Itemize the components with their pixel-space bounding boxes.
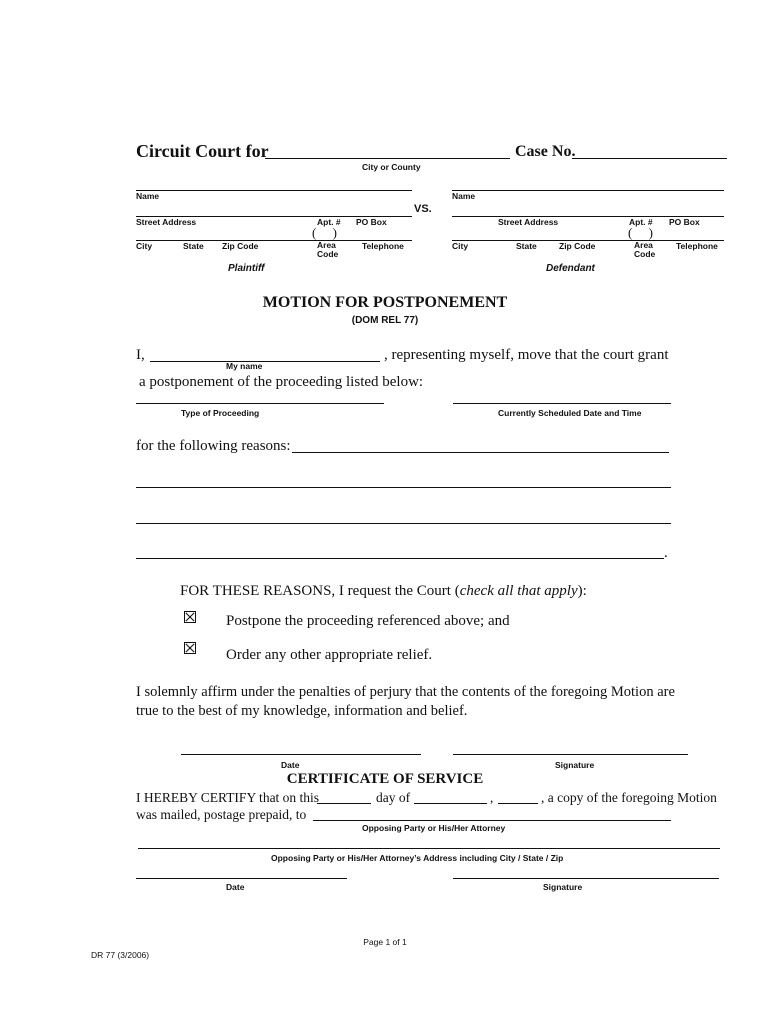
defendant-areacode-caption: Area Code — [634, 240, 656, 259]
certify-day-line[interactable] — [317, 803, 371, 804]
proceeding-type-caption: Type of Proceeding — [181, 408, 260, 418]
affirm-date-caption: Date — [281, 760, 300, 770]
opposing-party-caption: Opposing Party or His/Her Attorney — [362, 823, 506, 833]
city-county-caption: City or County — [362, 162, 421, 172]
motion-code: (DOM REL 77) — [351, 315, 419, 326]
request-intro-end: ): — [577, 583, 587, 599]
certify-signature-caption: Signature — [543, 882, 583, 892]
affirm-signature-line[interactable] — [453, 754, 688, 755]
defendant-street-caption: Street Address — [498, 217, 559, 227]
defendant-zip-caption: Zip Code — [559, 241, 596, 251]
scheduled-date-line[interactable] — [453, 403, 671, 404]
plaintiff-apt-caption: Apt. # — [317, 217, 341, 227]
representing-text: , representing myself, move that the court grant — [384, 347, 669, 363]
request-intro-italic: check all that apply — [459, 583, 578, 599]
reasons-label: for the following reasons: — [136, 438, 291, 454]
certify-text-4: , a copy of the foregoing Motion — [541, 790, 717, 805]
reason-line-2[interactable] — [136, 487, 671, 488]
reason-line-4[interactable] — [136, 558, 664, 559]
motion-title: MOTION FOR POSTPONEMENT — [262, 294, 508, 311]
case-number-label: Case No. — [515, 143, 576, 160]
defendant-apt-caption: Apt. # — [629, 217, 653, 227]
affirm-signature-caption: Signature — [555, 760, 595, 770]
my-name-line[interactable] — [150, 361, 380, 362]
plaintiff-areacode-caption: Area Code — [317, 240, 339, 259]
plaintiff-area-paren: ( ) — [312, 225, 337, 240]
request-intro — [180, 583, 587, 600]
mailed-text: was mailed, postage prepaid, to — [136, 807, 307, 822]
certify-text-1: I HEREBY CERTIFY that on this — [136, 790, 320, 805]
reason-line-3[interactable] — [136, 523, 671, 524]
defendant-telephone-caption: Telephone — [676, 241, 718, 251]
affirm-line-1: I solemnly affirm under the penalties of perjury that the contents of the foregoing Motion are — [136, 684, 675, 700]
plaintiff-telephone-caption: Telephone — [362, 241, 404, 251]
reason-line-1[interactable] — [292, 452, 669, 453]
plaintiff-city-caption: City — [136, 241, 153, 251]
plaintiff-name-caption: Name — [136, 191, 160, 201]
postpone-option-label: Postpone the proceeding referenced above; and — [226, 613, 510, 629]
certify-text-2: day of — [376, 790, 411, 805]
defendant-state-caption: State — [516, 241, 537, 251]
plaintiff-role: Plaintiff — [228, 263, 265, 274]
case-number-line[interactable] — [572, 158, 727, 159]
request-intro-start: FOR THESE REASONS, I request the Court ( — [180, 583, 460, 599]
certificate-title: CERTIFICATE OF SERVICE — [286, 771, 484, 787]
defendant-pobox-caption: PO Box — [669, 217, 700, 227]
plaintiff-zip-caption: Zip Code — [222, 241, 259, 251]
plaintiff-pobox-caption: PO Box — [356, 217, 387, 227]
plaintiff-street-caption: Street Address — [136, 217, 197, 227]
opposing-party-line[interactable] — [313, 820, 671, 821]
certify-date-line[interactable] — [136, 878, 347, 879]
affirm-line-2: true to the best of my knowledge, information and belief. — [136, 703, 468, 719]
plaintiff-state-caption: State — [183, 241, 204, 251]
defendant-name-caption: Name — [452, 191, 476, 201]
affirm-date-line[interactable] — [181, 754, 421, 755]
postpone-checkbox[interactable] — [184, 611, 196, 623]
opposing-address-line[interactable] — [138, 848, 720, 849]
other-relief-option-label: Order any other appropriate relief. — [226, 647, 433, 663]
proceeding-type-line[interactable] — [136, 403, 384, 404]
certify-month-line[interactable] — [414, 803, 487, 804]
certify-date-caption: Date — [226, 882, 245, 892]
court-label: Circuit Court for — [136, 141, 269, 161]
other-relief-checkbox[interactable] — [184, 642, 196, 654]
my-name-caption: My name — [226, 361, 263, 371]
defendant-city-caption: City — [452, 241, 469, 251]
scheduled-date-caption: Currently Scheduled Date and Time — [498, 408, 642, 418]
certify-signature-line[interactable] — [453, 878, 719, 879]
plaintiff-name-line[interactable] — [136, 190, 412, 191]
certify-year-line[interactable] — [498, 803, 538, 804]
i-label: I, — [136, 347, 145, 363]
defendant-role: Defendant — [546, 263, 595, 274]
certify-text-3: , — [490, 790, 494, 805]
postponement-text: a postponement of the proceeding listed below: — [139, 374, 424, 390]
checkbox-x-icon — [185, 612, 195, 622]
opposing-address-caption: Opposing Party or His/Her Attorney’s Address including City / State / Zip — [271, 853, 564, 863]
defendant-name-line[interactable] — [452, 190, 724, 191]
defendant-area-paren: ( ) — [628, 225, 653, 240]
form-id: DR 77 (3/2006) — [91, 950, 150, 960]
checkbox-x-icon — [185, 643, 195, 653]
reasons-period: . — [664, 545, 668, 561]
versus-label: VS. — [414, 203, 432, 215]
court-name-line[interactable] — [265, 158, 510, 159]
page-number: Page 1 of 1 — [363, 937, 407, 947]
